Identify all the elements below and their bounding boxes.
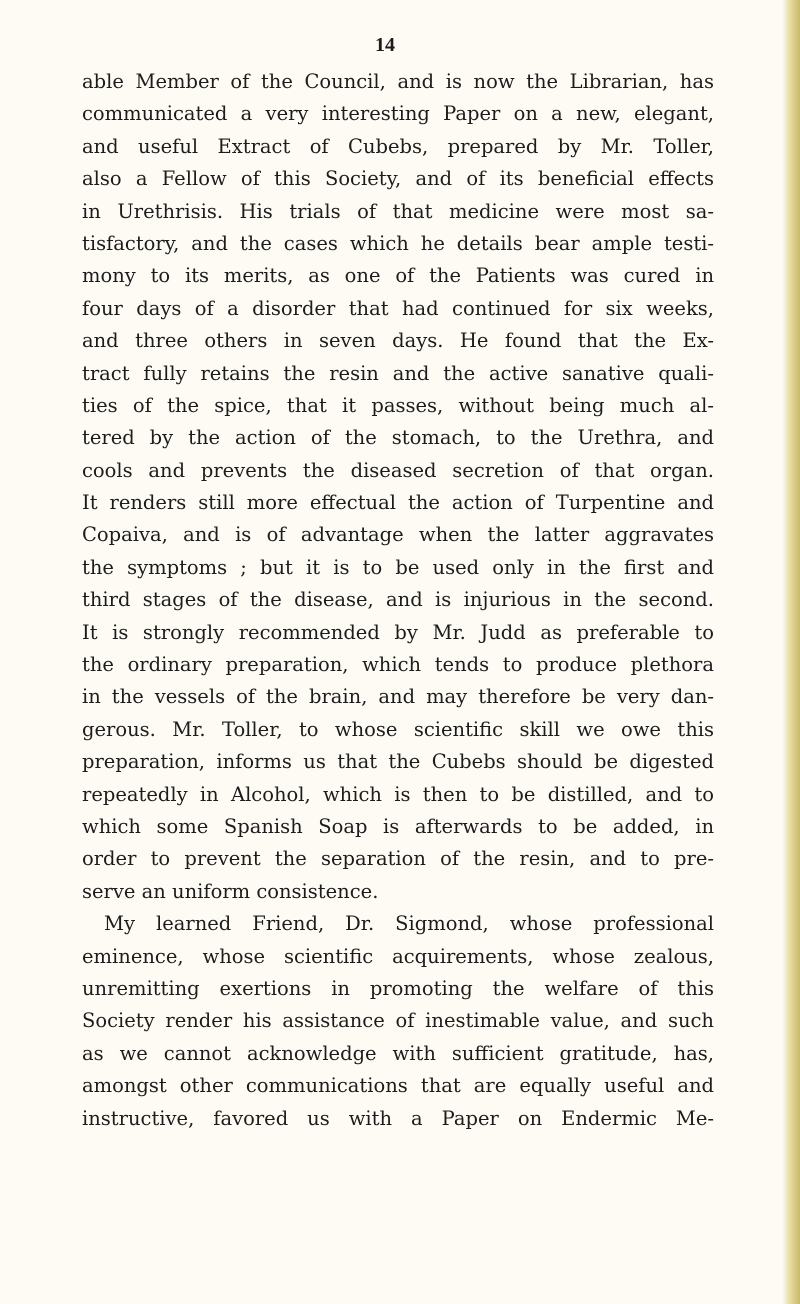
text-line: cools and prevents the diseased secretion of that organ. <box>82 458 714 482</box>
text-line: the symptoms ; but it is to be used only in the first and <box>82 555 714 579</box>
paragraph-start-line: My learned Friend, Dr. Sigmond, whose professional <box>104 912 714 936</box>
text-line: gerous. Mr. Toller, to whose scientific skill we owe this <box>82 717 714 741</box>
text-line: It is strongly recommended by Mr. Judd as preferable to <box>82 620 714 644</box>
page-number: 14 <box>375 34 395 56</box>
text-line: eminence, whose scientific acquirements, whose zealous, <box>82 944 714 968</box>
text-line: order to prevent the separation of the resin, and to pre- <box>82 847 714 871</box>
text-line: tered by the action of the stomach, to the Urethra, and <box>82 426 714 450</box>
text-line: which some Spanish Soap is afterwards to be added, in <box>82 814 714 838</box>
text-line: repeatedly in Alcohol, which is then to be distilled, and to <box>82 782 714 806</box>
text-line: in Urethrisis. His trials of that medicine were most sa- <box>82 199 714 223</box>
text-line: able Member of the Council, and is now the Librarian, has <box>82 70 714 93</box>
page-edge-shadow <box>782 0 800 1304</box>
text-line: the ordinary preparation, which tends to produce plethora <box>82 653 714 677</box>
text-line: also a Fellow of this Society, and of its beneficial effects <box>82 167 714 191</box>
text-line: tisfactory, and the cases which he details bear ample testi- <box>82 231 714 255</box>
text-line: as we cannot acknowledge with sufficient gratitude, has, <box>82 1041 714 1065</box>
text-line: ties of the spice, that it passes, without being much al- <box>82 393 714 417</box>
text-line: and three others in seven days. He found that the Ex- <box>82 329 714 353</box>
text-line: amongst other communications that are equally useful and <box>82 1074 714 1098</box>
text-line: preparation, informs us that the Cubebs should be digested <box>82 750 714 774</box>
text-line: communicated a very interesting Paper on a new, elegant, <box>82 102 714 126</box>
text-line: Society render his assistance of inestimable value, and such <box>82 1009 714 1033</box>
text-line: in the vessels of the brain, and may therefore be very dan- <box>82 685 714 709</box>
body-text <box>82 66 714 1135</box>
text-line: third stages of the disease, and is injurious in the second. <box>82 588 714 612</box>
text-line: and useful Extract of Cubebs, prepared by Mr. Toller, <box>82 134 714 158</box>
text-line: tract fully retains the resin and the active sanative quali- <box>82 361 714 385</box>
text-line: Copaiva, and is of advantage when the latter aggravates <box>82 523 714 547</box>
text-line: four days of a disorder that had continued for six weeks, <box>82 296 714 320</box>
text-line: mony to its merits, as one of the Patients was cured in <box>82 264 714 288</box>
text-line: It renders still more effectual the action of Turpentine and <box>82 491 714 515</box>
text-line: unremitting exertions in promoting the welfare of this <box>82 976 714 1000</box>
text-line: instructive, favored us with a Paper on Endermic Me- <box>82 1106 714 1130</box>
paragraph-end-line: serve an uniform consistence. <box>82 879 379 903</box>
